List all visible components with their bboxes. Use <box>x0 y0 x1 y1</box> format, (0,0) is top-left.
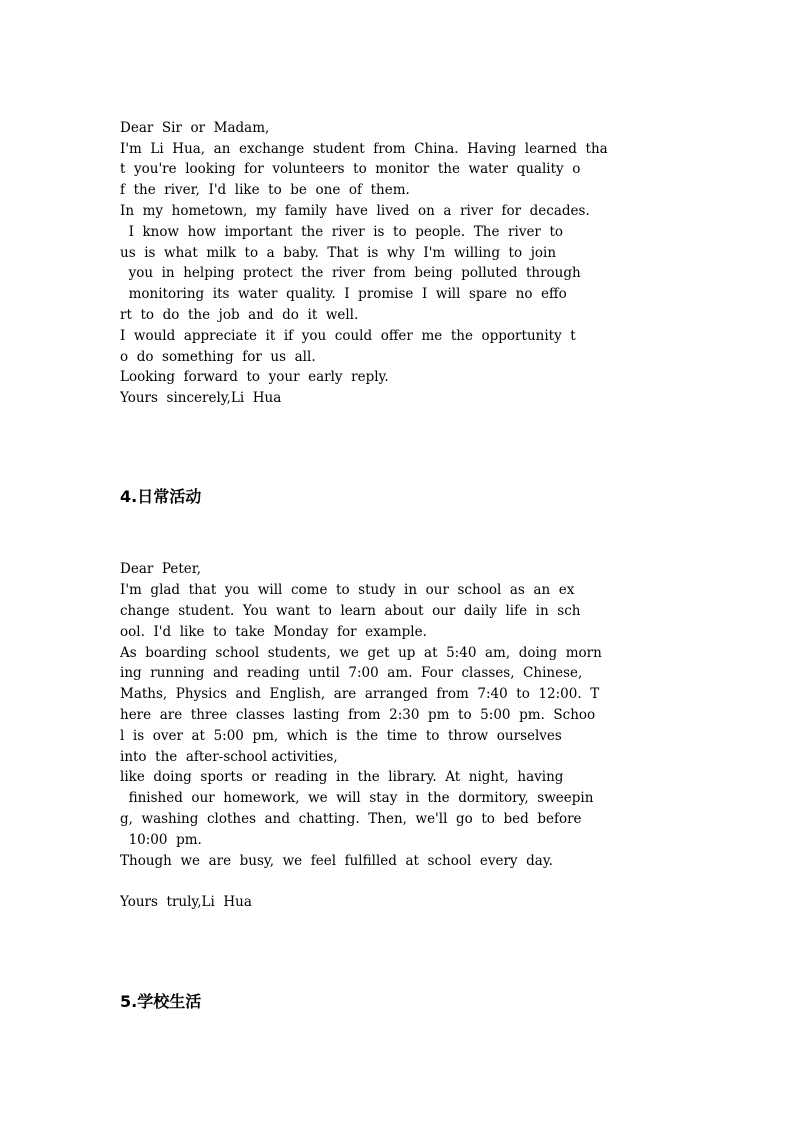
letter2-line-11: like doing sports or reading in the library. At night, having <box>120 769 564 785</box>
letter2-line-8: here are three classes lasting from 2:30 pm to 5:00 pm. Schoo <box>120 707 596 723</box>
letter2-line-4: ool. I'd like to take Monday for example. <box>120 624 427 640</box>
letter2-line-12: finished our homework, we will stay in the dormitory, sweepin <box>120 790 594 806</box>
letter2-line-2: I'm glad that you will come to study in our school as an ex <box>120 582 575 598</box>
letter2-line-1: Dear Peter, <box>120 561 202 577</box>
letter2-line-6: ing running and reading until 7:00 am. Four classes, Chinese, <box>120 665 583 681</box>
letter2-line-9: l is over at 5:00 pm, which is the time to throw ourselves <box>120 728 562 744</box>
letter1-line-7: us is what milk to a baby. That is why I'm willing to join <box>120 245 557 261</box>
letter2-line-14: 10:00 pm. <box>120 832 202 848</box>
letter1-line-13: Looking forward to your early reply. <box>120 369 389 385</box>
letter1-line-11: I would appreciate it if you could offer me the opportunity t <box>120 328 576 344</box>
letter2-line-7: Maths, Physics and English, are arranged from 7:40 to 12:00. T <box>120 686 600 702</box>
letter2-line-10: into the after-school activities, <box>120 749 338 765</box>
letter2-line-13: g, washing clothes and chatting. Then, we'll go to bed before <box>120 811 582 827</box>
letter1-line-8: you in helping protect the river from being polluted through <box>120 265 581 281</box>
letter1-line-3: t you're looking for volunteers to monitor the water quality o <box>120 161 581 177</box>
letter1-line-6: I know how important the river is to people. The river to <box>120 224 564 240</box>
letter2-line-3: change student. You want to learn about our daily life in sch <box>120 603 581 619</box>
section-heading-school-life: 5.学校生活 <box>120 992 202 1011</box>
letter1-signature: Yours sincerely,Li Hua <box>120 390 282 406</box>
letter2-line-5: As boarding school students, we get up at 5:40 am, doing morn <box>120 645 602 661</box>
letter1-line-9: monitoring its water quality. I promise I will spare no effo <box>120 286 567 302</box>
letter1-line-5: In my hometown, my family have lived on a river for decades. <box>120 203 590 219</box>
letter1-line-10: rt to do the job and do it well. <box>120 307 359 323</box>
letter2-signature: Yours truly,Li Hua <box>120 894 252 910</box>
letter1-line-1: Dear Sir or Madam, <box>120 120 270 136</box>
letter2-line-15: Though we are busy, we feel fulfilled at school every day. <box>120 853 553 869</box>
section-heading-daily-activities: 4.日常活动 <box>120 487 202 506</box>
letter1-line-2: I'm Li Hua, an exchange student from China. Having learned tha <box>120 141 608 157</box>
letter1-line-12: o do something for us all. <box>120 349 316 365</box>
letter1-line-4: f the river, I'd like to be one of them. <box>120 182 410 198</box>
